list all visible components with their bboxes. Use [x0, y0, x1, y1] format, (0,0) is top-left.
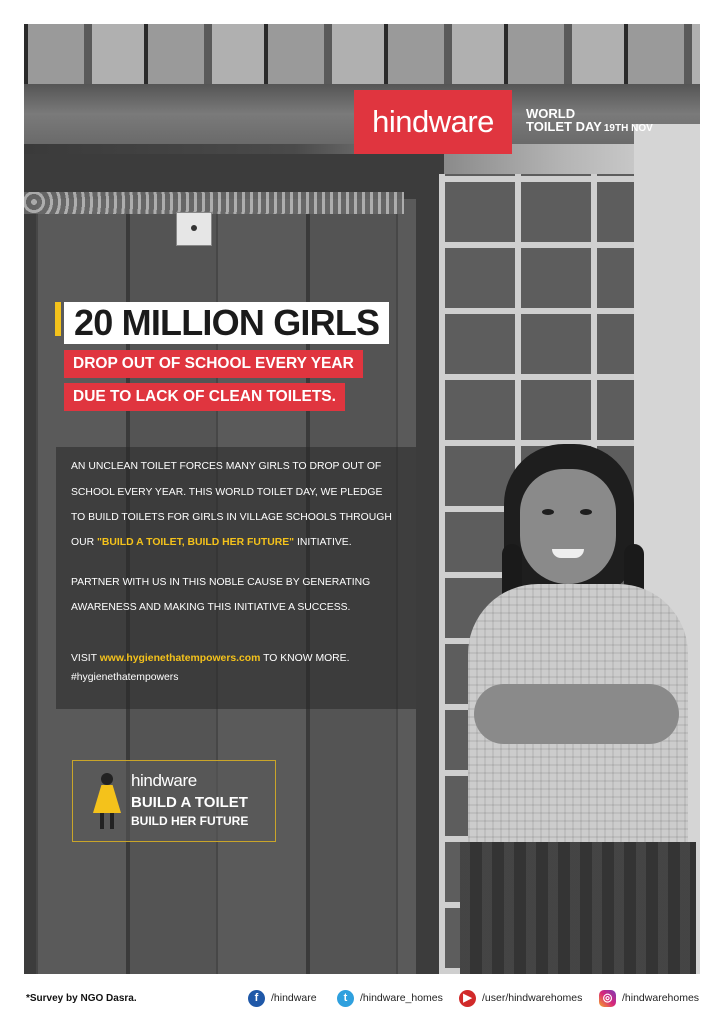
social-handle: /hindware	[271, 992, 317, 1004]
headline-subline-2: DUE TO LACK OF CLEAN TOILETS.	[64, 383, 345, 411]
social-youtube[interactable]	[459, 989, 582, 1007]
hindware-logo-text: hindware	[372, 104, 494, 139]
social-handle: /hindware_homes	[360, 992, 443, 1004]
social-instagram[interactable]	[599, 989, 699, 1007]
badge-line-2: BUILD HER FUTURE	[131, 814, 249, 828]
body-line: AN UNCLEAN TOILET FORCES MANY GIRLS TO DROP OUT OF	[71, 461, 382, 472]
girl-skirt	[460, 842, 696, 974]
instagram-icon: ◎	[599, 990, 616, 1007]
social-facebook[interactable]	[248, 989, 317, 1007]
campaign-badge	[72, 760, 276, 842]
hindware-logo	[354, 90, 512, 154]
body-text: OUR	[71, 537, 97, 548]
body-text: INITIATIVE.	[294, 537, 352, 548]
wtd-date: 19TH NOV	[603, 123, 653, 134]
headline-accent-bar	[55, 302, 61, 336]
body-line: AWARENESS AND MAKING THIS INITIATIVE A SUCCESS.	[71, 602, 351, 613]
girl-figure-icon	[91, 773, 123, 829]
badge-line-1: BUILD A TOILET	[131, 794, 248, 811]
girl-folded-arms	[474, 684, 679, 744]
garland	[24, 192, 404, 214]
social-twitter[interactable]	[337, 989, 443, 1007]
body-text: TO KNOW MORE.	[260, 653, 350, 664]
hashtag: #hygienethatempowers	[71, 672, 179, 683]
facebook-icon: f	[248, 990, 265, 1007]
visit-line	[71, 647, 350, 671]
girl-face	[520, 469, 616, 584]
body-line: PARTNER WITH US IN THIS NOBLE CAUSE BY GENERATING	[71, 577, 371, 588]
world-toilet-day-logo	[526, 107, 653, 135]
badge-brand: hindware	[131, 771, 197, 790]
youtube-icon: ▶	[459, 990, 476, 1007]
body-line	[71, 531, 352, 555]
wtd-line1: WORLD	[526, 106, 576, 121]
social-handle: /hindwarehomes	[622, 992, 700, 1004]
headline-title: 20 MILLION GIRLS	[64, 302, 389, 344]
body-line: TO BUILD TOILETS FOR GIRLS IN VILLAGE SCHOOLS THROUGH	[71, 512, 392, 523]
website-link[interactable]: www.hygienethatempowers.com	[99, 653, 261, 664]
body-line: SCHOOL EVERY YEAR. THIS WORLD TOILET DAY, WE PLEDGE	[71, 487, 383, 498]
twitter-icon: t	[337, 990, 354, 1007]
headline-subline-1: DROP OUT OF SCHOOL EVERY YEAR	[64, 350, 363, 378]
initiative-name: "BUILD A TOILET, BUILD HER FUTURE"	[96, 537, 295, 548]
body-text: VISIT	[71, 653, 100, 664]
survey-footnote: *Survey by NGO Dasra.	[26, 993, 137, 1004]
wtd-line2: TOILET DAY	[526, 119, 602, 134]
padlock-icon	[176, 212, 212, 246]
social-handle: /user/hindwarehomes	[482, 992, 583, 1004]
